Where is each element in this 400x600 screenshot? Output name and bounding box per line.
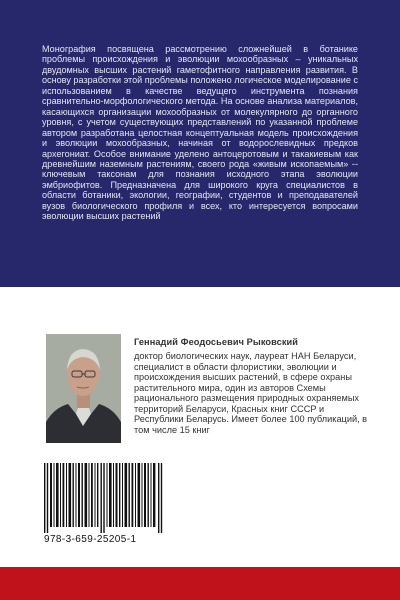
author-name: Геннадий Феодосьевич Рыковский [134, 337, 299, 347]
bottom-color-band [0, 567, 400, 600]
isbn-number: 978-3-659-25205-1 [44, 534, 137, 545]
abstract-panel [0, 0, 400, 287]
author-bio: доктор биологических наук, лауреат НАН Беларуси, специалист в области флористики, эволюции и происхождения высших растений, в сфере охраны растительного мира, один из авторов Схемы рационального размещения природных охраняемых территорий Беларуси, Красных книг СССР и Республики Беларусь. Имеет более 100 публикаций, в том числе 15 книг [134, 351, 368, 435]
isbn-barcode [44, 463, 163, 533]
book-abstract: Монография посвящена рассмотрению сложнейшей в ботанике проблемы происхождения и эволюции мохообразных – уникальных двудомных высших растений гаметофитного направления развития. В основу разработки этой проблемы положено логическое моделирование с использованием в качестве ведущего инструмента познания сравнительно-морфологического метода. На основе анализа материалов, касающихся организации мохообразных от молекулярного до органного уровня, с учетом существующих представлений по указанной проблеме автором разработана целостная концептуальная модель происхождения и эволюции мохообразных, начиная от водорослевидных предков архегониат. Особое внимание уделено антоцеротовым и такакиевым как древнейшим наземным растениям, своего рода «живым ископаемым» -- ключевым таксонам для познания исходного этапа эволюции эмбриофитов. Предназначена для широкого круга специалистов в области ботаники, экологии, географии, студентов и преподавателей вузов биологического профиля и всех, кто интересуется вопросами эволюции высших растений [42, 44, 358, 222]
author-photo [46, 334, 121, 443]
